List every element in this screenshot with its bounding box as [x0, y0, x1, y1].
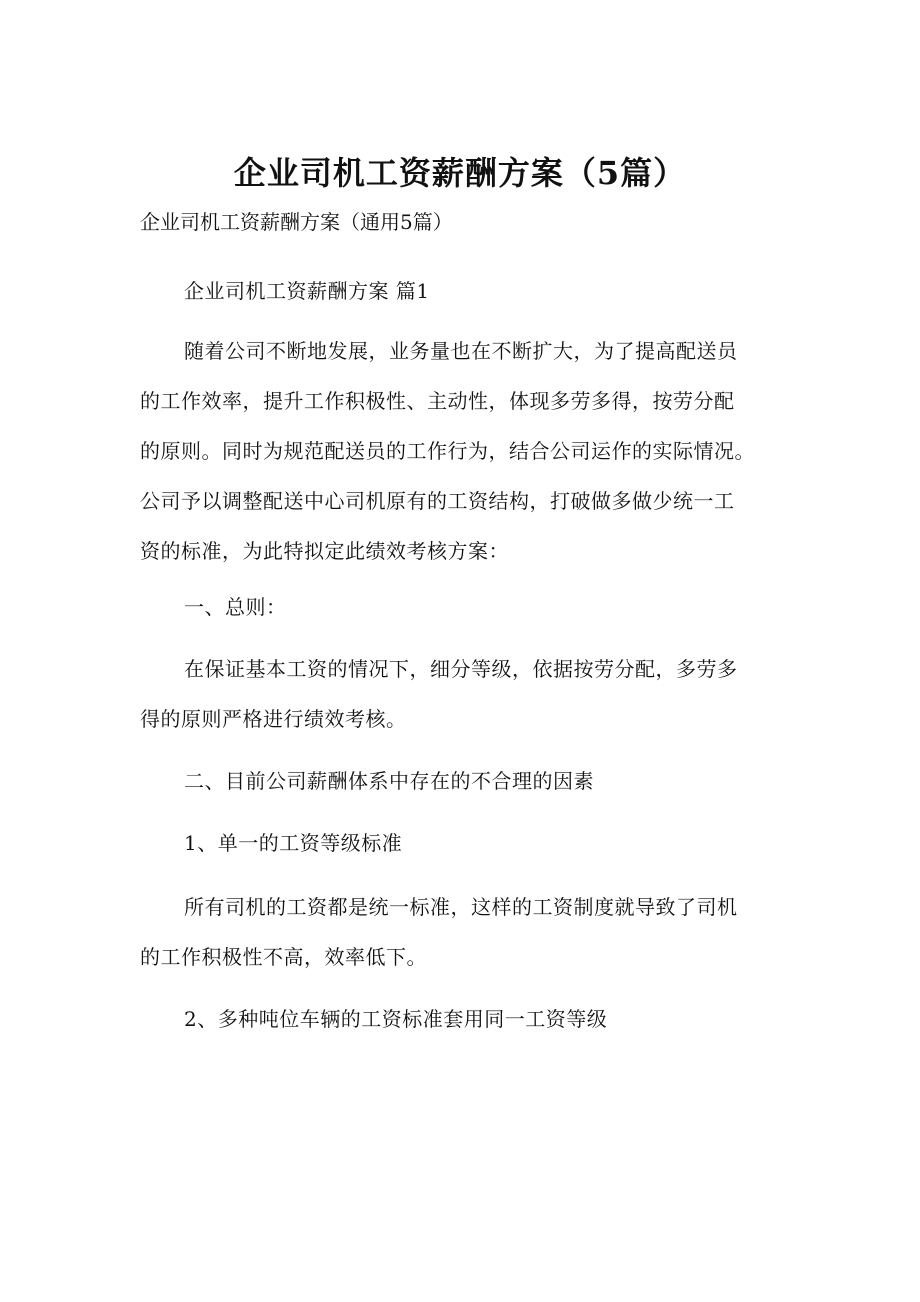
single-standard-paragraph	[140, 882, 810, 982]
general-paragraph	[140, 644, 810, 744]
intro-paragraph	[140, 326, 810, 576]
paragraph-line: 所有司机的工资都是统一标准，这样的工资制度就导致了司机	[184, 895, 738, 919]
paragraph-line: 在保证基本工资的情况下，细分等级，依据按劳分配，多劳多	[184, 657, 738, 681]
paragraph-line: 的工作积极性不高，效率低下。	[140, 945, 427, 969]
paragraph-line: 随着公司不断地发展，业务量也在不断扩大，为了提高配送员	[184, 339, 738, 363]
part-heading: 企业司机工资薪酬方案 篇1	[184, 279, 430, 303]
paragraph-line: 的原则。同时为规范配送员的工作行为，结合公司运作的实际情况。	[140, 439, 755, 463]
section-heading-general: 一、总则：	[184, 595, 287, 619]
document-title: 企业司机工资薪酬方案（5篇）	[233, 154, 687, 192]
document-subtitle: 企业司机工资薪酬方案（通用5篇）	[140, 210, 453, 234]
paragraph-line: 公司予以调整配送中心司机原有的工资结构，打破做多做少统一工	[140, 489, 735, 513]
item-heading-single-standard: 1、单一的工资等级标准	[184, 831, 403, 855]
item-heading-tonnage: 2、多种吨位车辆的工资标准套用同一工资等级	[184, 1007, 608, 1031]
paragraph-line: 的工作效率，提升工作积极性、主动性，体现多劳多得，按劳分配	[140, 389, 735, 413]
paragraph-line: 得的原则严格进行绩效考核。	[140, 707, 407, 731]
paragraph-line: 资的标准，为此特拟定此绩效考核方案：	[140, 539, 509, 563]
section-heading-problems: 二、目前公司薪酬体系中存在的不合理的因素	[184, 769, 594, 793]
